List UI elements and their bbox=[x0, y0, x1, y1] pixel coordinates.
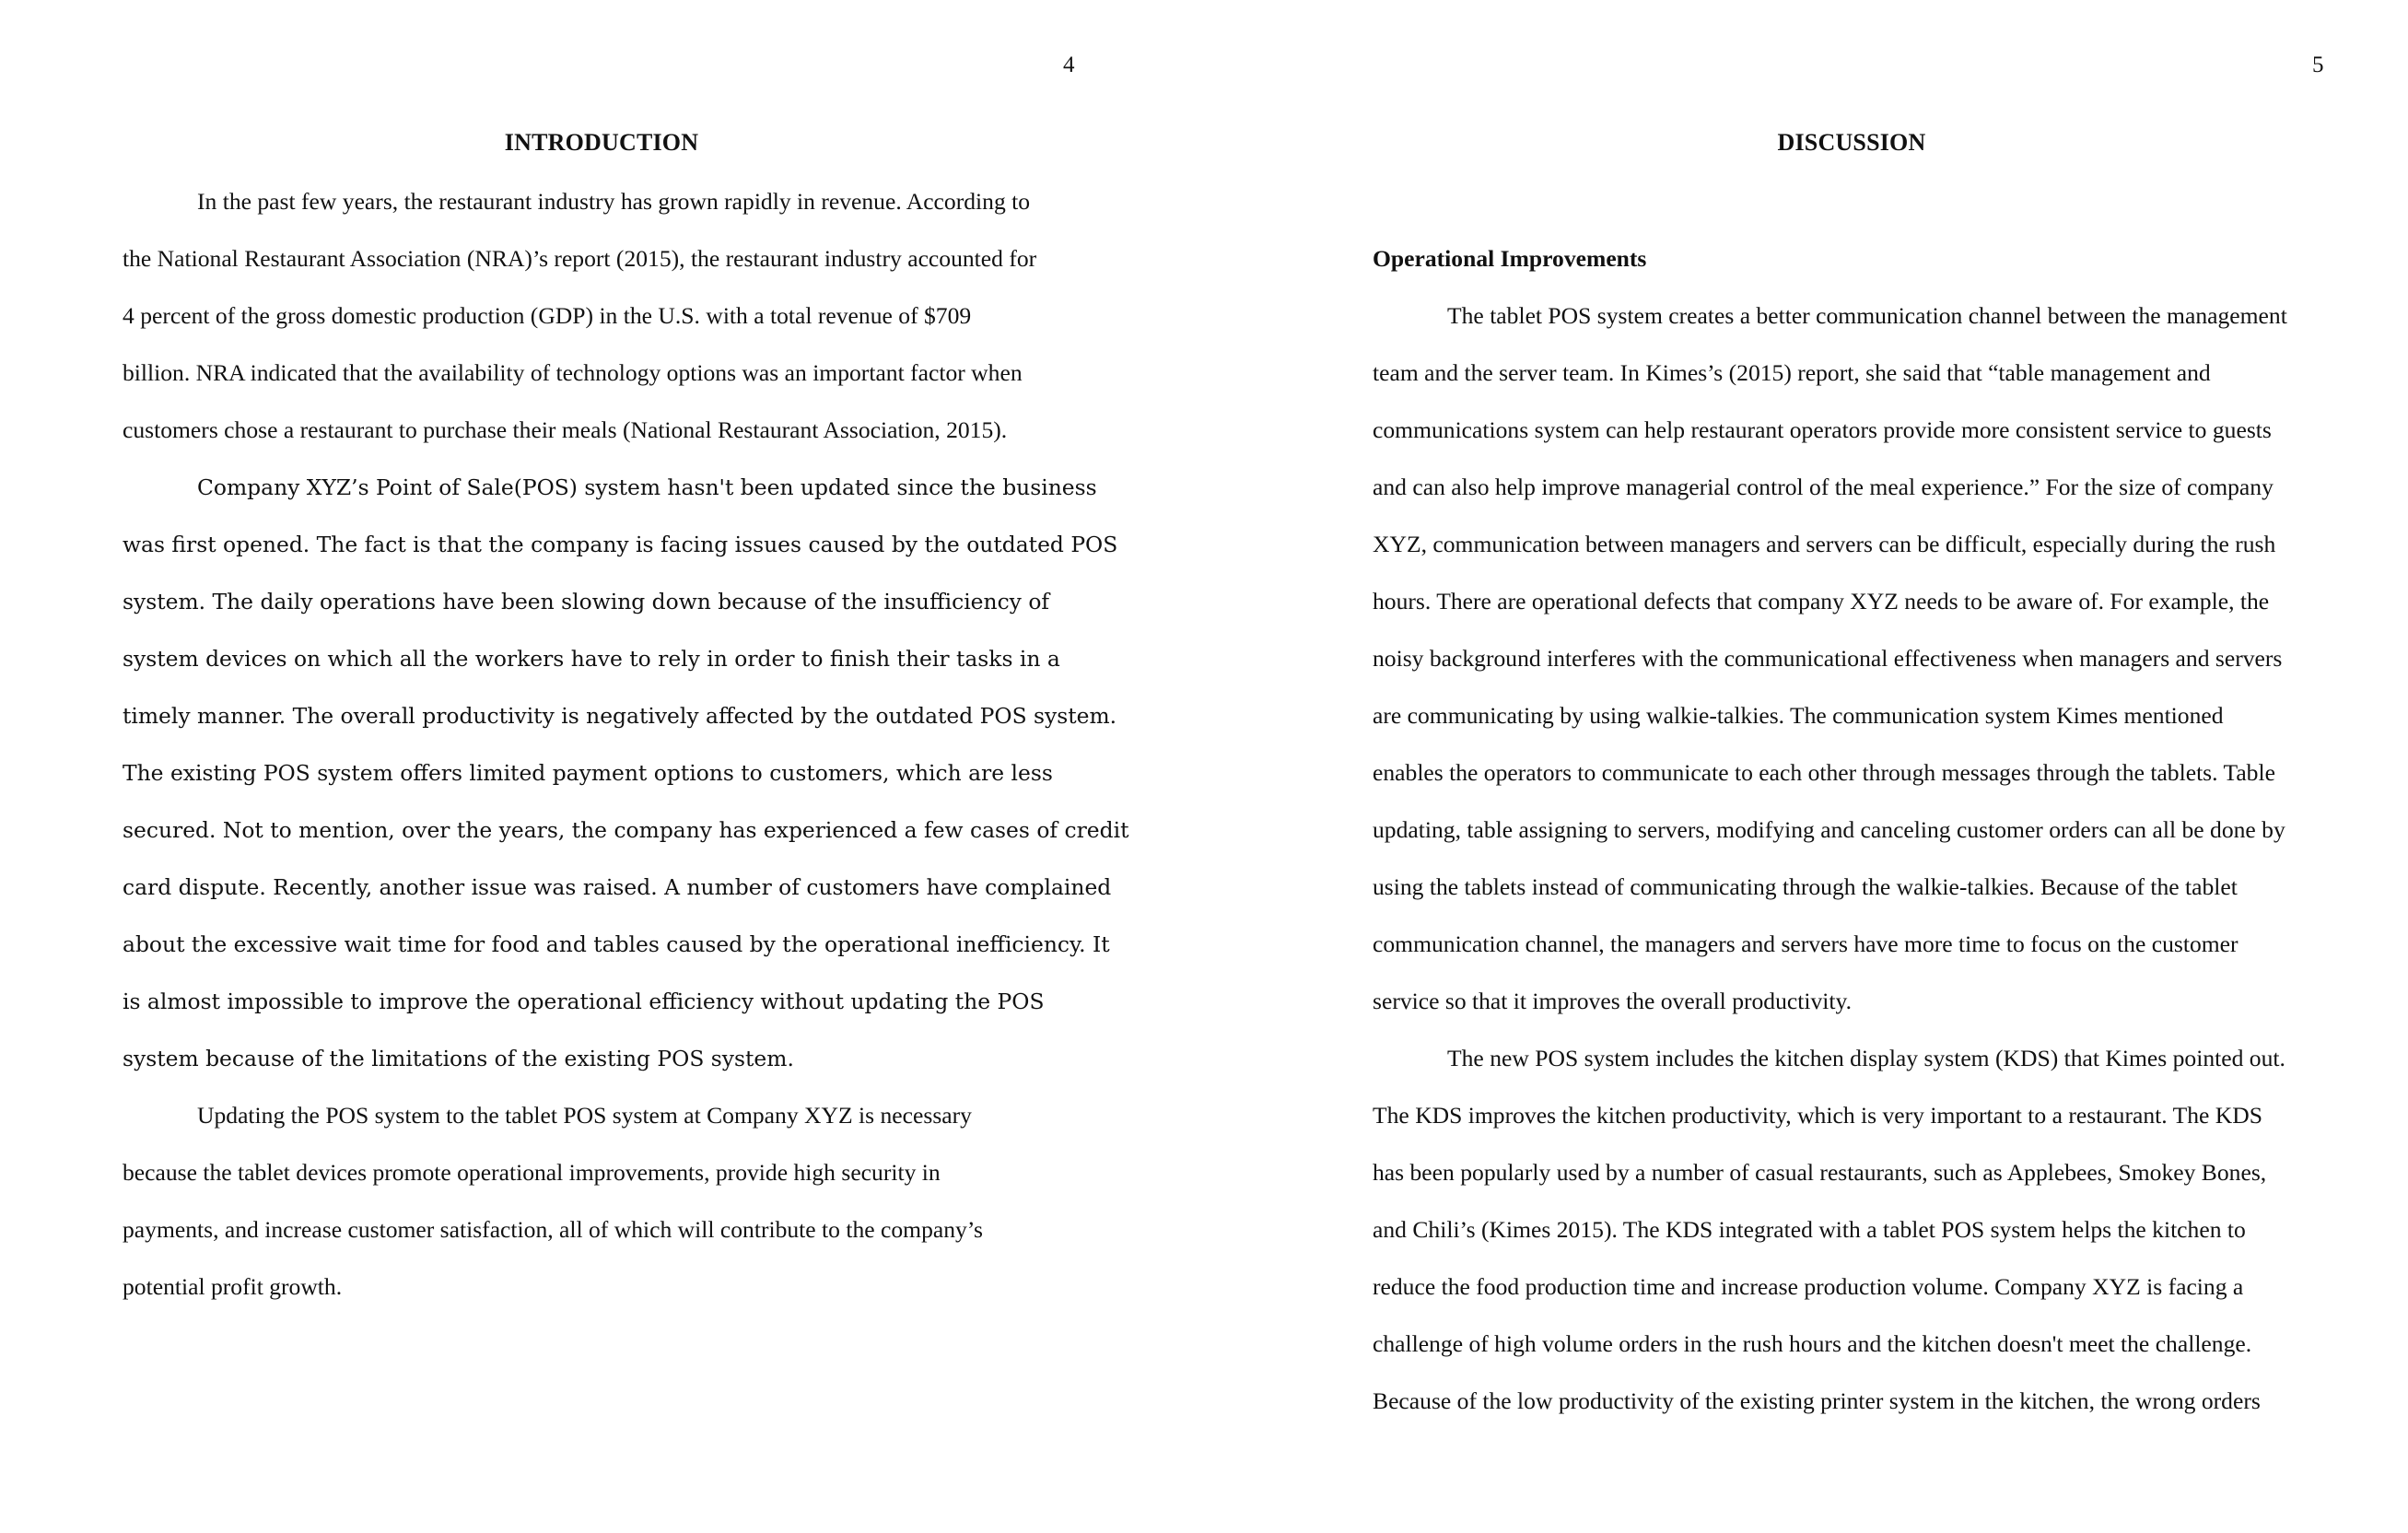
section-heading-discussion: DISCUSSION bbox=[1777, 129, 1926, 156]
text-line: was first opened. The fact is that the company is facing issues caused by the outdated POS bbox=[123, 532, 1118, 557]
text-line: The existing POS system offers limited payment options to customers, which are less bbox=[123, 760, 1053, 786]
text-line: and Chili’s (Kimes 2015). The KDS integrated with a tablet POS system helps the kitchen to bbox=[1373, 1216, 2246, 1243]
text-line: enables the operators to communicate to each other through messages through the tablets. Table bbox=[1373, 759, 2275, 786]
text-line: and can also help improve managerial control of the meal experience.” For the size of company bbox=[1373, 474, 2274, 500]
text-line: system devices on which all the workers have to rely in order to finish their tasks in a bbox=[123, 646, 1060, 672]
text-line: Because of the low productivity of the existing printer system in the kitchen, the wrong orders bbox=[1373, 1387, 2261, 1414]
text-line: payments, and increase customer satisfaction, all of which will contribute to the company’s bbox=[123, 1216, 983, 1243]
text-line: XYZ, communication between managers and servers can be difficult, especially during the rush bbox=[1373, 531, 2276, 557]
text-line: noisy background interferes with the communicational effectiveness when managers and servers bbox=[1373, 645, 2283, 672]
text-line: communication channel, the managers and servers have more time to focus on the customer bbox=[1373, 930, 2239, 957]
text-line: timely manner. The overall productivity is negatively affected by the outdated POS system. bbox=[123, 703, 1117, 729]
text-line: The KDS improves the kitchen productivity, which is very important to a restaurant. The KDS bbox=[1373, 1102, 2262, 1129]
text-line: In the past few years, the restaurant industry has grown rapidly in revenue. According to bbox=[197, 188, 1031, 215]
text-line: because the tablet devices promote operational improvements, provide high security in bbox=[123, 1159, 941, 1186]
text-line: secured. Not to mention, over the years, the company has experienced a few cases of credit bbox=[123, 817, 1129, 843]
text-line: 4 percent of the gross domestic production (GDP) in the U.S. with a total revenue of $709 bbox=[123, 302, 972, 329]
text-line: billion. NRA indicated that the availability of technology options was an important factor when bbox=[123, 359, 1023, 386]
document-page-5 bbox=[1253, 0, 2408, 1533]
text-line: team and the server team. In Kimes’s (2015) report, she said that “table management and bbox=[1373, 359, 2211, 386]
text-line: challenge of high volume orders in the rush hours and the kitchen doesn't meet the challenge. bbox=[1373, 1330, 2252, 1357]
page-number: 4 bbox=[1063, 53, 1075, 77]
subheading-operational-improvements: Operational Improvements bbox=[1373, 245, 1647, 272]
text-line: customers chose a restaurant to purchase their meals (National Restaurant Association, 2015). bbox=[123, 416, 1008, 443]
text-line: the National Restaurant Association (NRA)’s report (2015), the restaurant industry accounted for bbox=[123, 245, 1037, 272]
text-line: communications system can help restaurant operators provide more consistent service to guests bbox=[1373, 416, 2272, 443]
document-page-4 bbox=[0, 0, 1179, 1533]
introduction-body bbox=[123, 173, 1129, 1316]
text-line: are communicating by using walkie-talkies. The communication system Kimes mentioned bbox=[1373, 702, 2224, 729]
discussion-body bbox=[1373, 230, 2367, 1430]
text-line: The new POS system includes the kitchen display system (KDS) that Kimes pointed out. bbox=[1447, 1045, 2285, 1071]
page-number: 5 bbox=[2312, 53, 2324, 77]
text-line: about the excessive wait time for food and tables caused by the operational inefficiency. It bbox=[123, 931, 1110, 957]
text-line: has been popularly used by a number of casual restaurants, such as Applebees, Smokey Bones, bbox=[1373, 1159, 2267, 1186]
text-line: The tablet POS system creates a better communication channel between the management bbox=[1447, 302, 2287, 329]
section-heading-introduction: INTRODUCTION bbox=[504, 129, 699, 156]
text-line: card dispute. Recently, another issue was raised. A number of customers have complained bbox=[123, 874, 1112, 900]
text-line: system because of the limitations of the existing POS system. bbox=[123, 1046, 794, 1071]
text-line: system. The daily operations have been slowing down because of the insufficiency of bbox=[123, 589, 1050, 614]
text-line: service so that it improves the overall productivity. bbox=[1373, 988, 1853, 1014]
text-line: Updating the POS system to the tablet POS system at Company XYZ is necessary bbox=[197, 1102, 972, 1129]
text-line: potential profit growth. bbox=[123, 1273, 343, 1300]
text-line: using the tablets instead of communicating through the walkie-talkies. Because of the tablet bbox=[1373, 873, 2238, 900]
text-line: Company XYZ’s Point of Sale(POS) system hasn't been updated since the business bbox=[197, 474, 1097, 500]
text-line: updating, table assigning to servers, modifying and canceling customer orders can all be done by bbox=[1373, 816, 2285, 843]
text-line: is almost impossible to improve the operational efficiency without updating the POS bbox=[123, 989, 1045, 1014]
text-line: reduce the food production time and increase production volume. Company XYZ is facing a bbox=[1373, 1273, 2244, 1300]
text-line: hours. There are operational defects that company XYZ needs to be aware of. For example, the bbox=[1373, 588, 2270, 614]
